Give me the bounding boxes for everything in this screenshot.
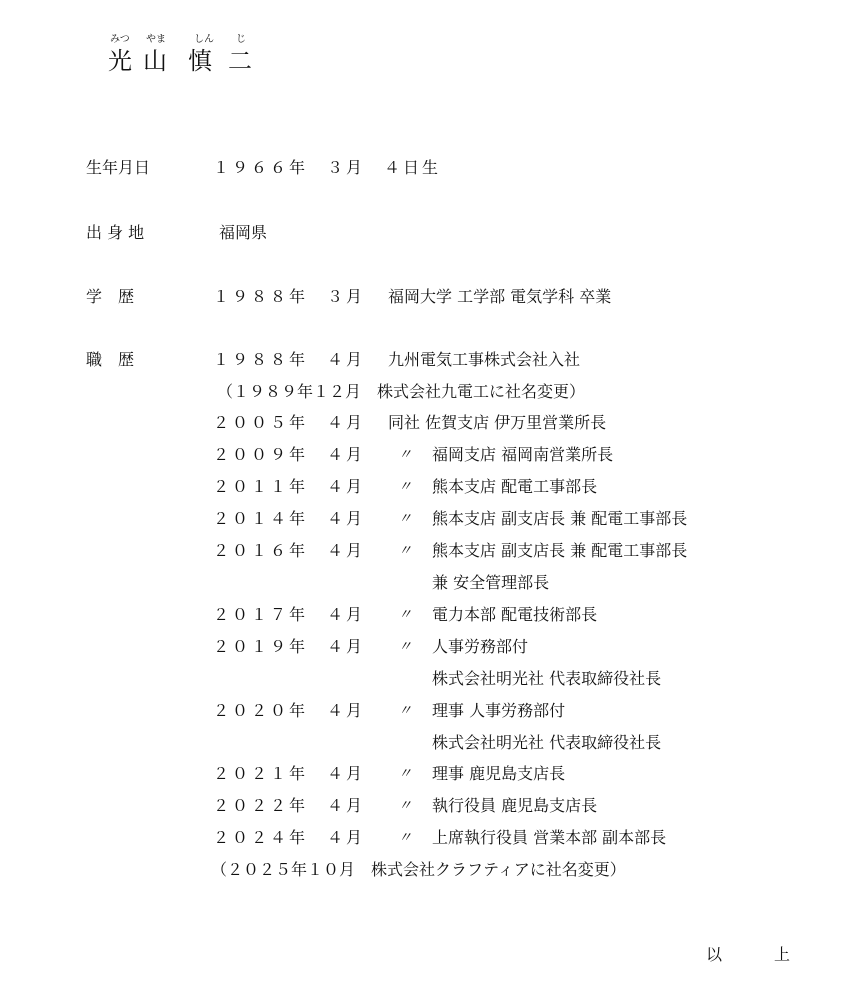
career-date: ２０２０年 ４月 bbox=[213, 701, 366, 720]
birth-value: １９６６年 ３月 ４日生 bbox=[213, 158, 442, 177]
hometown-label: 出 身 地 bbox=[86, 223, 145, 242]
ruby-shin: しん bbox=[194, 34, 214, 45]
career-text: 同社 佐賀支店 伊万里営業所長 bbox=[388, 413, 607, 432]
education-value: 福岡大学 工学部 電気学科 卒業 bbox=[388, 287, 612, 306]
education-date: １９８８年 ３月 bbox=[213, 287, 366, 306]
career-text: 電力本部 配電技術部長 bbox=[432, 605, 598, 624]
career-rename-note: （２０２５年１０月 株式会社クラフティアに社名変更） bbox=[211, 860, 626, 879]
ditto-mark: 〃 bbox=[398, 703, 412, 719]
ruby-yama: やま bbox=[146, 34, 166, 45]
ruby-ji: じ bbox=[236, 34, 246, 45]
name-char-4: 二 bbox=[228, 47, 252, 75]
name-char-3: 慎 bbox=[188, 47, 212, 75]
career-date: ２０１７年 ４月 bbox=[213, 605, 366, 624]
ditto-mark: 〃 bbox=[398, 766, 412, 782]
career-rename-note: （１９８９年１２月 株式会社九電工に社名変更） bbox=[217, 382, 586, 401]
career-date: ２０２１年 ４月 bbox=[213, 764, 366, 783]
career-text: 理事 人事労務部付 bbox=[432, 701, 566, 720]
career-text: 人事労務部付 bbox=[432, 637, 529, 656]
career-date: ２０１９年 ４月 bbox=[213, 637, 366, 656]
career-text: 熊本支店 副支店長 兼 配電工事部長 bbox=[432, 509, 688, 528]
career-text: 福岡支店 福岡南営業所長 bbox=[432, 445, 614, 464]
ditto-mark: 〃 bbox=[398, 511, 412, 527]
career-label: 職 歴 bbox=[86, 350, 135, 369]
career-date: ２００９年 ４月 bbox=[213, 445, 366, 464]
career-text-continuation: 株式会社明光社 代表取締役社長 bbox=[432, 733, 662, 752]
birth-label: 生年月日 bbox=[86, 158, 151, 177]
ruby-mitsu: みつ bbox=[110, 34, 130, 45]
ditto-mark: 〃 bbox=[398, 479, 412, 495]
career-date: ２０２２年 ４月 bbox=[213, 796, 366, 815]
ditto-mark: 〃 bbox=[398, 607, 412, 623]
ditto-mark: 〃 bbox=[398, 830, 412, 846]
career-text: 熊本支店 配電工事部長 bbox=[432, 477, 598, 496]
education-label: 学 歴 bbox=[86, 287, 135, 306]
ditto-mark: 〃 bbox=[398, 447, 412, 463]
ditto-mark: 〃 bbox=[398, 639, 412, 655]
career-date: ２０２４年 ４月 bbox=[213, 828, 366, 847]
career-date: ２００５年 ４月 bbox=[213, 413, 366, 432]
career-date: １９８８年 ４月 bbox=[213, 350, 366, 369]
name-char-1: 光 bbox=[108, 47, 132, 75]
career-date: ２０１１年 ４月 bbox=[213, 477, 366, 496]
career-text-continuation: 兼 安全管理部長 bbox=[432, 573, 550, 592]
career-date: ２０１６年 ４月 bbox=[213, 541, 366, 560]
closing-mark: 以 上 bbox=[706, 945, 809, 964]
career-text: 執行役員 鹿児島支店長 bbox=[432, 796, 598, 815]
hometown-value: 福岡県 bbox=[219, 223, 268, 242]
ditto-mark: 〃 bbox=[398, 798, 412, 814]
career-text: 九州電気工事株式会社入社 bbox=[388, 350, 581, 369]
career-text-continuation: 株式会社明光社 代表取締役社長 bbox=[432, 669, 662, 688]
ditto-mark: 〃 bbox=[398, 543, 412, 559]
name-char-2: 山 bbox=[143, 47, 167, 75]
career-text: 上席執行役員 営業本部 副本部長 bbox=[432, 828, 667, 847]
career-text: 理事 鹿児島支店長 bbox=[432, 764, 566, 783]
career-text: 熊本支店 副支店長 兼 配電工事部長 bbox=[432, 541, 688, 560]
career-date: ２０１４年 ４月 bbox=[213, 509, 366, 528]
